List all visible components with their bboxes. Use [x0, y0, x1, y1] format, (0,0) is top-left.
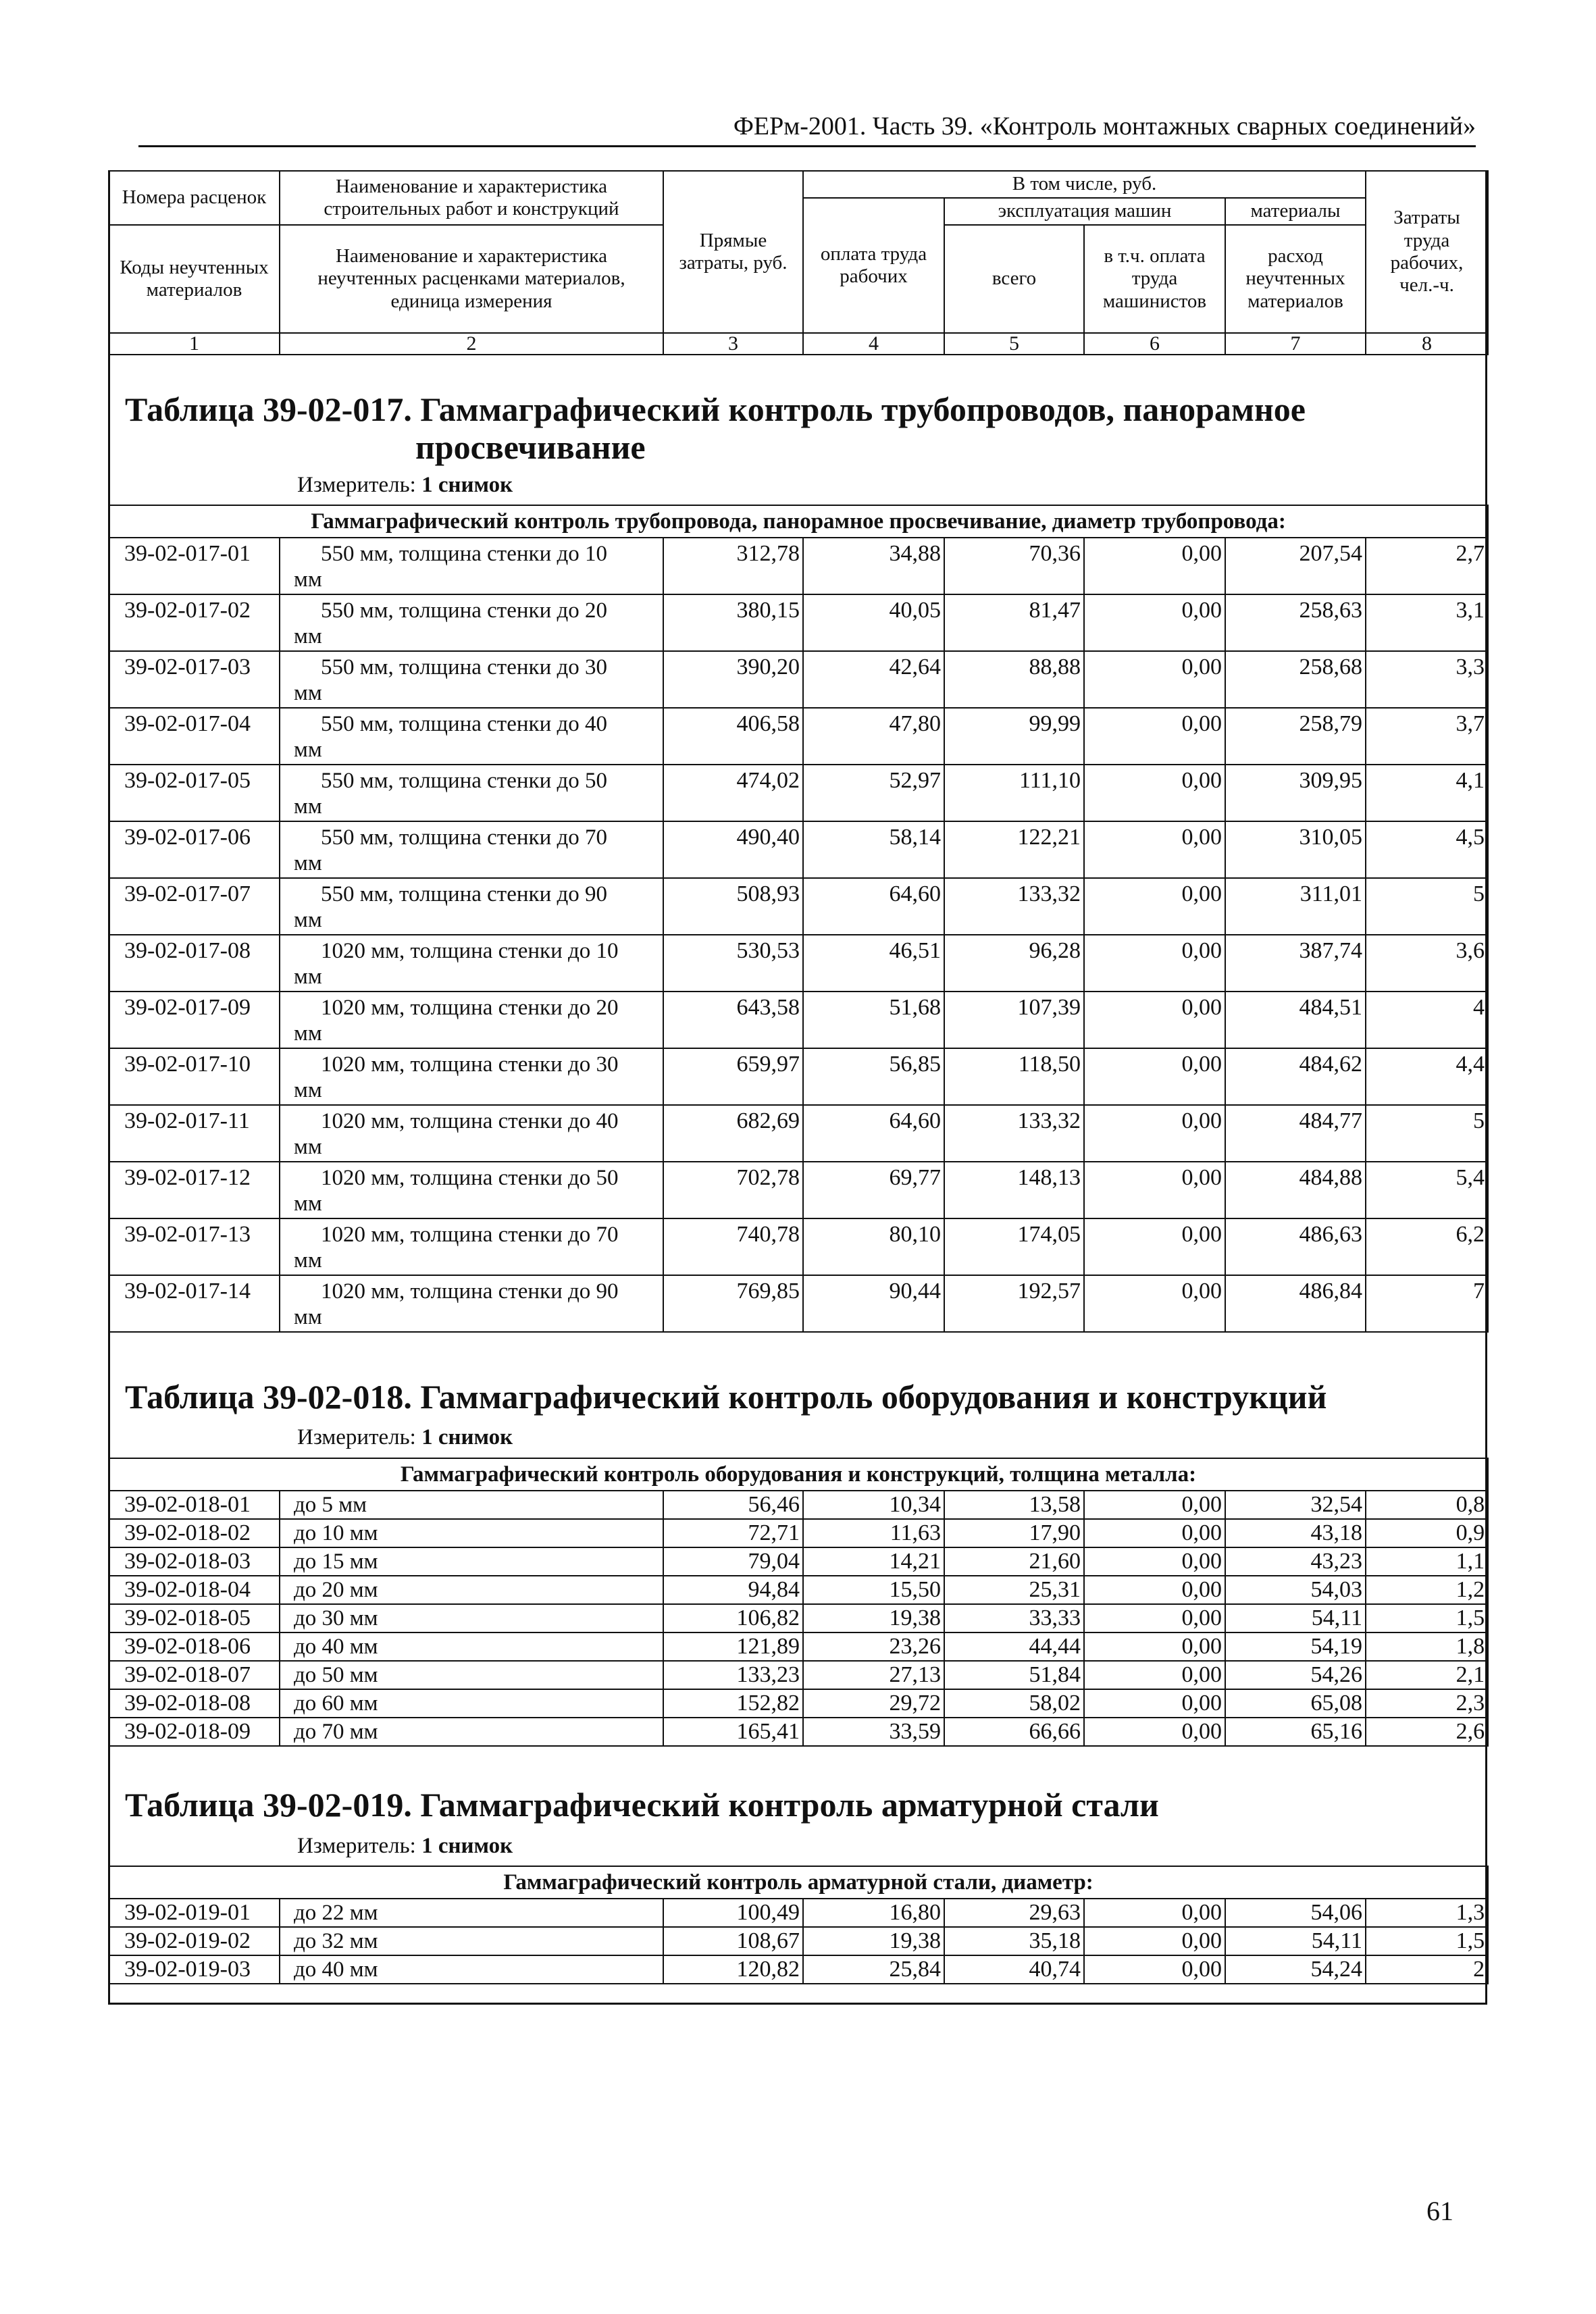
- work-description: до 32 мм: [280, 1927, 663, 1955]
- value-c4: 58,14: [803, 821, 944, 878]
- value-c4: 10,34: [803, 1491, 944, 1519]
- work-description: до 5 мм: [280, 1491, 663, 1519]
- value-c6: 0,00: [1084, 1955, 1225, 1984]
- table-row: [109, 1604, 1488, 1632]
- work-description: 550 мм, толщина стенки до 40 мм: [280, 708, 663, 765]
- value-c7: 54,06: [1225, 1899, 1366, 1927]
- table-title-line: просвечивание: [415, 428, 646, 466]
- work-description: до 22 мм: [280, 1899, 663, 1927]
- value-c5: 99,99: [944, 708, 1084, 765]
- table-row: [109, 594, 1488, 651]
- rate-code: 39-02-017-11: [109, 1105, 280, 1162]
- table-subheader: Гаммаграфический контроль арматурной стали, диаметр:: [109, 1866, 1488, 1899]
- rate-code: 39-02-017-13: [109, 1218, 280, 1275]
- value-c3: 165,41: [663, 1718, 803, 1746]
- value-c3: 108,67: [663, 1927, 803, 1955]
- value-c7: 54,24: [1225, 1955, 1366, 1984]
- value-c8: 2,7: [1366, 538, 1488, 594]
- value-c5: 35,18: [944, 1927, 1084, 1955]
- table-row: [109, 1519, 1488, 1547]
- value-c8: 3,3: [1366, 651, 1488, 708]
- table-row: [109, 1689, 1488, 1718]
- work-description: 550 мм, толщина стенки до 30 мм: [280, 651, 663, 708]
- rate-code: 39-02-017-02: [109, 594, 280, 651]
- value-c6: 0,00: [1084, 765, 1225, 821]
- work-description: до 15 мм: [280, 1547, 663, 1576]
- value-c4: 29,72: [803, 1689, 944, 1718]
- table-title-line: Таблица 39-02-019. Гаммаграфический контроль арматурной стали: [125, 1786, 1159, 1824]
- value-c6: 0,00: [1084, 1661, 1225, 1689]
- value-c3: 490,40: [663, 821, 803, 878]
- value-c7: 43,23: [1225, 1547, 1366, 1576]
- header-rate-numbers: Номера расценок: [109, 171, 280, 225]
- value-c3: 152,82: [663, 1689, 803, 1718]
- page-number: 61: [1426, 2196, 1453, 2226]
- table-row: [109, 1632, 1488, 1661]
- rate-code: 39-02-018-03: [109, 1547, 280, 1576]
- rate-code: 39-02-017-03: [109, 651, 280, 708]
- value-c5: 174,05: [944, 1218, 1084, 1275]
- value-c7: 207,54: [1225, 538, 1366, 594]
- value-c3: 390,20: [663, 651, 803, 708]
- value-c4: 80,10: [803, 1218, 944, 1275]
- rate-code: 39-02-017-10: [109, 1048, 280, 1105]
- value-c5: 133,32: [944, 878, 1084, 935]
- value-c8: 2,6: [1366, 1718, 1488, 1746]
- value-c6: 0,00: [1084, 1491, 1225, 1519]
- value-c7: 484,77: [1225, 1105, 1366, 1162]
- value-c8: 0,9: [1366, 1519, 1488, 1547]
- value-c7: 65,16: [1225, 1718, 1366, 1746]
- value-c5: 96,28: [944, 935, 1084, 992]
- value-c5: 17,90: [944, 1519, 1084, 1547]
- col-number: 5: [944, 333, 1084, 355]
- value-c3: 406,58: [663, 708, 803, 765]
- col-number: 2: [280, 333, 663, 355]
- value-c4: 33,59: [803, 1718, 944, 1746]
- work-description: до 50 мм: [280, 1661, 663, 1689]
- value-c3: 106,82: [663, 1604, 803, 1632]
- value-c4: 25,84: [803, 1955, 944, 1984]
- table-row: [109, 1275, 1488, 1332]
- table-title-line: Таблица 39-02-017. Гаммаграфический контроль трубопроводов, панорамное: [125, 390, 1306, 428]
- rate-code: 39-02-018-09: [109, 1718, 280, 1746]
- rate-code: 39-02-017-04: [109, 708, 280, 765]
- table-row: [109, 878, 1488, 935]
- value-c5: 25,31: [944, 1576, 1084, 1604]
- value-c7: 43,18: [1225, 1519, 1366, 1547]
- value-c4: 15,50: [803, 1576, 944, 1604]
- rate-code: 39-02-017-12: [109, 1162, 280, 1218]
- value-c4: 56,85: [803, 1048, 944, 1105]
- value-c4: 34,88: [803, 538, 944, 594]
- col-number: 6: [1084, 333, 1225, 355]
- table-row: [109, 765, 1488, 821]
- table-row: [109, 935, 1488, 992]
- value-c6: 0,00: [1084, 538, 1225, 594]
- value-c4: 90,44: [803, 1275, 944, 1332]
- value-c3: 740,78: [663, 1218, 803, 1275]
- value-c6: 0,00: [1084, 935, 1225, 992]
- value-c8: 4,5: [1366, 821, 1488, 878]
- value-c6: 0,00: [1084, 651, 1225, 708]
- value-c5: 33,33: [944, 1604, 1084, 1632]
- work-description: до 10 мм: [280, 1519, 663, 1547]
- value-c5: 70,36: [944, 538, 1084, 594]
- value-c5: 51,84: [944, 1661, 1084, 1689]
- value-c8: 7: [1366, 1275, 1488, 1332]
- value-c3: 133,23: [663, 1661, 803, 1689]
- value-c7: 54,26: [1225, 1661, 1366, 1689]
- value-c3: 312,78: [663, 538, 803, 594]
- rate-code: 39-02-018-04: [109, 1576, 280, 1604]
- rate-code: 39-02-018-08: [109, 1689, 280, 1718]
- table-row: [109, 821, 1488, 878]
- value-c6: 0,00: [1084, 1519, 1225, 1547]
- table-row: [109, 992, 1488, 1048]
- value-c8: 5: [1366, 1105, 1488, 1162]
- value-c6: 0,00: [1084, 1048, 1225, 1105]
- value-c3: 659,97: [663, 1048, 803, 1105]
- measure-unit: Измеритель: 1 снимок: [297, 1834, 513, 1858]
- value-c4: 14,21: [803, 1547, 944, 1576]
- value-c4: 23,26: [803, 1632, 944, 1661]
- table-title: [125, 1786, 1159, 1824]
- value-c4: 19,38: [803, 1927, 944, 1955]
- table-subheader: Гаммаграфический контроль оборудования и конструкций, толщина металла:: [109, 1458, 1488, 1491]
- table-row: [109, 538, 1488, 594]
- value-c8: 6,2: [1366, 1218, 1488, 1275]
- value-c7: 484,51: [1225, 992, 1366, 1048]
- value-c3: 94,84: [663, 1576, 803, 1604]
- value-c4: 19,38: [803, 1604, 944, 1632]
- header-machines-total: всего: [944, 225, 1084, 333]
- value-c7: 54,19: [1225, 1632, 1366, 1661]
- value-c5: 13,58: [944, 1491, 1084, 1519]
- header-material-name: Наименование и характеристика неучтенных расценками материалов, единица измерения: [280, 225, 663, 333]
- rate-code: 39-02-019-02: [109, 1927, 280, 1955]
- value-c7: 309,95: [1225, 765, 1366, 821]
- rates-table-39-02-019: [108, 1866, 1489, 1984]
- header-materials: материалы: [1225, 198, 1366, 225]
- table-row: [109, 1927, 1488, 1955]
- work-description: 550 мм, толщина стенки до 50 мм: [280, 765, 663, 821]
- header-operator-pay: в т.ч. оплата труда машинистов: [1084, 225, 1225, 333]
- table-row: [109, 1576, 1488, 1604]
- value-c4: 42,64: [803, 651, 944, 708]
- value-c3: 682,69: [663, 1105, 803, 1162]
- work-description: до 20 мм: [280, 1576, 663, 1604]
- rate-code: 39-02-017-08: [109, 935, 280, 992]
- value-c6: 0,00: [1084, 1927, 1225, 1955]
- value-c6: 0,00: [1084, 1576, 1225, 1604]
- header-material-consumption: расход неучтенных материалов: [1225, 225, 1366, 333]
- header-machine-operation: эксплуатация машин: [944, 198, 1225, 225]
- value-c7: 32,54: [1225, 1491, 1366, 1519]
- value-c4: 64,60: [803, 1105, 944, 1162]
- value-c8: 4,1: [1366, 765, 1488, 821]
- table-subheader: Гаммаграфический контроль трубопровода, панорамное просвечивание, диаметр трубопровода:: [109, 505, 1488, 538]
- col-number: 4: [803, 333, 944, 355]
- header-material-codes: Коды неучтенных материалов: [109, 225, 280, 333]
- value-c3: 380,15: [663, 594, 803, 651]
- value-c7: 486,84: [1225, 1275, 1366, 1332]
- col-number: 7: [1225, 333, 1366, 355]
- value-c8: 1,3: [1366, 1899, 1488, 1927]
- rate-code: 39-02-018-02: [109, 1519, 280, 1547]
- value-c5: 29,63: [944, 1899, 1084, 1927]
- value-c4: 69,77: [803, 1162, 944, 1218]
- value-c5: 148,13: [944, 1162, 1084, 1218]
- value-c6: 0,00: [1084, 878, 1225, 935]
- value-c5: 81,47: [944, 594, 1084, 651]
- value-c3: 79,04: [663, 1547, 803, 1576]
- header-including: В том числе, руб.: [803, 171, 1366, 198]
- work-description: до 70 мм: [280, 1718, 663, 1746]
- value-c8: 1,2: [1366, 1576, 1488, 1604]
- value-c3: 120,82: [663, 1955, 803, 1984]
- value-c5: 58,02: [944, 1689, 1084, 1718]
- value-c6: 0,00: [1084, 1899, 1225, 1927]
- value-c4: 64,60: [803, 878, 944, 935]
- value-c5: 21,60: [944, 1547, 1084, 1576]
- rate-code: 39-02-018-01: [109, 1491, 280, 1519]
- work-description: 550 мм, толщина стенки до 90 мм: [280, 878, 663, 935]
- table-row: [109, 708, 1488, 765]
- value-c8: 0,8: [1366, 1491, 1488, 1519]
- value-c5: 192,57: [944, 1275, 1084, 1332]
- value-c6: 0,00: [1084, 708, 1225, 765]
- value-c4: 46,51: [803, 935, 944, 992]
- value-c7: 54,11: [1225, 1604, 1366, 1632]
- value-c3: 56,46: [663, 1491, 803, 1519]
- value-c6: 0,00: [1084, 992, 1225, 1048]
- header-work-name: Наименование и характеристика строительных работ и конструкций: [280, 171, 663, 225]
- value-c8: 1,5: [1366, 1927, 1488, 1955]
- value-c3: 100,49: [663, 1899, 803, 1927]
- table-row: [109, 1048, 1488, 1105]
- work-description: 1020 мм, толщина стенки до 40 мм: [280, 1105, 663, 1162]
- rate-code: 39-02-018-07: [109, 1661, 280, 1689]
- rate-code: 39-02-017-09: [109, 992, 280, 1048]
- work-description: до 40 мм: [280, 1955, 663, 1984]
- work-description: 550 мм, толщина стенки до 10 мм: [280, 538, 663, 594]
- header-worker-pay: оплата труда рабочих: [803, 198, 944, 333]
- value-c8: 4: [1366, 992, 1488, 1048]
- value-c6: 0,00: [1084, 1162, 1225, 1218]
- value-c6: 0,00: [1084, 1604, 1225, 1632]
- table-row: [109, 1218, 1488, 1275]
- rate-code: 39-02-017-01: [109, 538, 280, 594]
- value-c8: 2,1: [1366, 1661, 1488, 1689]
- value-c6: 0,00: [1084, 1218, 1225, 1275]
- value-c7: 387,74: [1225, 935, 1366, 992]
- value-c8: 3,7: [1366, 708, 1488, 765]
- table-row: [109, 1162, 1488, 1218]
- value-c4: 52,97: [803, 765, 944, 821]
- value-c3: 121,89: [663, 1632, 803, 1661]
- value-c7: 54,03: [1225, 1576, 1366, 1604]
- value-c7: 484,62: [1225, 1048, 1366, 1105]
- value-c3: 508,93: [663, 878, 803, 935]
- table-row: [109, 1661, 1488, 1689]
- value-c5: 118,50: [944, 1048, 1084, 1105]
- rate-code: 39-02-017-06: [109, 821, 280, 878]
- rate-code: 39-02-018-05: [109, 1604, 280, 1632]
- work-description: 1020 мм, толщина стенки до 70 мм: [280, 1218, 663, 1275]
- value-c7: 258,68: [1225, 651, 1366, 708]
- table-row: [109, 1547, 1488, 1576]
- work-description: 1020 мм, толщина стенки до 20 мм: [280, 992, 663, 1048]
- table-row: [109, 1899, 1488, 1927]
- value-c5: 122,21: [944, 821, 1084, 878]
- work-description: 550 мм, толщина стенки до 20 мм: [280, 594, 663, 651]
- measure-unit: Измеритель: 1 снимок: [297, 1425, 513, 1449]
- value-c8: 1,8: [1366, 1632, 1488, 1661]
- value-c4: 16,80: [803, 1899, 944, 1927]
- value-c6: 0,00: [1084, 594, 1225, 651]
- value-c5: 133,32: [944, 1105, 1084, 1162]
- value-c3: 643,58: [663, 992, 803, 1048]
- rates-table-39-02-018: [108, 1458, 1489, 1747]
- value-c3: 72,71: [663, 1519, 803, 1547]
- work-description: до 30 мм: [280, 1604, 663, 1632]
- value-c8: 3,1: [1366, 594, 1488, 651]
- value-c5: 66,66: [944, 1718, 1084, 1746]
- rate-code: 39-02-019-01: [109, 1899, 280, 1927]
- running-header: ФЕРм-2001. Часть 39. «Контроль монтажных сварных соединений»: [138, 111, 1476, 147]
- value-c4: 27,13: [803, 1661, 944, 1689]
- value-c5: 107,39: [944, 992, 1084, 1048]
- table-row: [109, 1105, 1488, 1162]
- rate-code: 39-02-018-06: [109, 1632, 280, 1661]
- value-c3: 474,02: [663, 765, 803, 821]
- value-c5: 111,10: [944, 765, 1084, 821]
- value-c8: 5,4: [1366, 1162, 1488, 1218]
- value-c5: 88,88: [944, 651, 1084, 708]
- table-title: [125, 1378, 1327, 1416]
- rate-code: 39-02-017-07: [109, 878, 280, 935]
- col-number: 1: [109, 333, 280, 355]
- value-c8: 4,4: [1366, 1048, 1488, 1105]
- work-description: 1020 мм, толщина стенки до 90 мм: [280, 1275, 663, 1332]
- value-c3: 702,78: [663, 1162, 803, 1218]
- table-row: [109, 1491, 1488, 1519]
- table-row: [109, 651, 1488, 708]
- value-c6: 0,00: [1084, 1632, 1225, 1661]
- value-c7: 311,01: [1225, 878, 1366, 935]
- table-title-line: Таблица 39-02-018. Гаммаграфический контроль оборудования и конструкций: [125, 1378, 1327, 1416]
- value-c4: 11,63: [803, 1519, 944, 1547]
- value-c3: 530,53: [663, 935, 803, 992]
- table-row: [109, 1718, 1488, 1746]
- work-description: 1020 мм, толщина стенки до 50 мм: [280, 1162, 663, 1218]
- value-c7: 54,11: [1225, 1927, 1366, 1955]
- value-c3: 769,85: [663, 1275, 803, 1332]
- value-c4: 51,68: [803, 992, 944, 1048]
- value-c7: 486,63: [1225, 1218, 1366, 1275]
- value-c8: 2,3: [1366, 1689, 1488, 1718]
- column-header-table: [108, 170, 1489, 355]
- work-description: 550 мм, толщина стенки до 70 мм: [280, 821, 663, 878]
- value-c6: 0,00: [1084, 821, 1225, 878]
- table-title: [125, 390, 1306, 466]
- value-c8: 5: [1366, 878, 1488, 935]
- value-c8: 1,5: [1366, 1604, 1488, 1632]
- work-description: до 60 мм: [280, 1689, 663, 1718]
- value-c7: 258,63: [1225, 594, 1366, 651]
- value-c7: 65,08: [1225, 1689, 1366, 1718]
- col-number: 8: [1366, 333, 1488, 355]
- work-description: до 40 мм: [280, 1632, 663, 1661]
- value-c8: 3,6: [1366, 935, 1488, 992]
- value-c6: 0,00: [1084, 1275, 1225, 1332]
- header-direct-costs: Прямые затраты, руб.: [663, 171, 803, 333]
- value-c4: 40,05: [803, 594, 944, 651]
- rate-code: 39-02-017-14: [109, 1275, 280, 1332]
- table-row: [109, 1955, 1488, 1984]
- value-c6: 0,00: [1084, 1105, 1225, 1162]
- value-c6: 0,00: [1084, 1718, 1225, 1746]
- rates-table-39-02-017: [108, 505, 1489, 1333]
- value-c5: 44,44: [944, 1632, 1084, 1661]
- value-c8: 1,1: [1366, 1547, 1488, 1576]
- value-c6: 0,00: [1084, 1689, 1225, 1718]
- rate-code: 39-02-019-03: [109, 1955, 280, 1984]
- rate-code: 39-02-017-05: [109, 765, 280, 821]
- value-c4: 47,80: [803, 708, 944, 765]
- work-description: 1020 мм, толщина стенки до 30 мм: [280, 1048, 663, 1105]
- value-c8: 2: [1366, 1955, 1488, 1984]
- value-c7: 484,88: [1225, 1162, 1366, 1218]
- value-c6: 0,00: [1084, 1547, 1225, 1576]
- header-labor-costs: Затраты труда рабочих, чел.-ч.: [1366, 171, 1488, 333]
- value-c7: 310,05: [1225, 821, 1366, 878]
- measure-unit: Измеритель: 1 снимок: [297, 473, 513, 497]
- col-number: 3: [663, 333, 803, 355]
- value-c5: 40,74: [944, 1955, 1084, 1984]
- work-description: 1020 мм, толщина стенки до 10 мм: [280, 935, 663, 992]
- value-c7: 258,79: [1225, 708, 1366, 765]
